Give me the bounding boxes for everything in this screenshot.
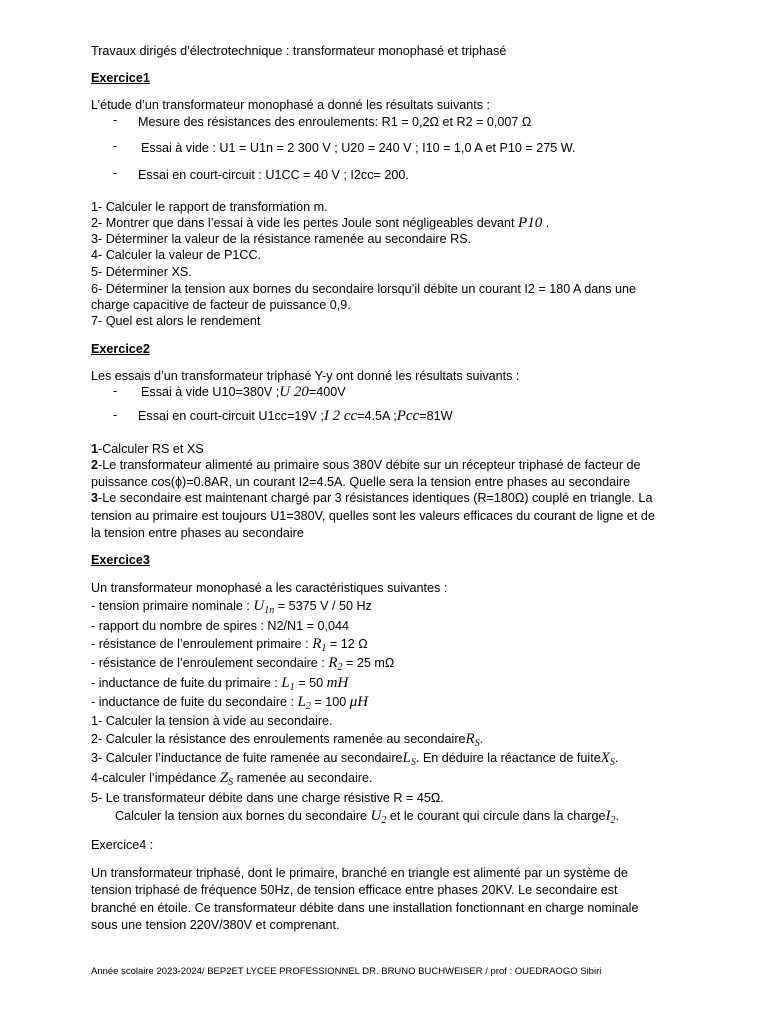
exercise3-line: - résistance de l’enroulement primaire : $R_1 = 12$ Ω [91,636,368,654]
exercise4-heading: Exercice4 : [91,838,154,852]
exercise3-question: 3- Calculer l’inductance de fuite ramenée au secondaireL$_S$. En déduire la réactance de fuiteX$_S$. [91,750,619,768]
bullet-dash: - [113,384,118,398]
exercise3-intro: Un transformateur monophasé a les caractéristiques suivantes : [91,581,448,595]
exercise3-question: 4-calculer l’impédance $Z_S$ ramenée au secondaire. [91,770,373,788]
bullet-dash: - [113,166,118,180]
exercise1-question: 4- Calculer la valeur de P1CC. [91,248,262,262]
bullet-dash: - [113,408,118,422]
exercise4-line: sous une tension 220V/380V et comprenant. [91,918,340,932]
exercise3-question: 2- Calculer la résistance des enroulements ramenée au secondaireR$_S$. [91,731,484,749]
exercise1-bullet: Essai en court-circuit : U1CC = 40 V ; I2cc= 200. [138,168,409,182]
exercise2-heading: Exercice2 [91,342,150,356]
exercise2-bullet: Essai à vide U10=380V ;U 20=400V [141,384,346,400]
bullet-dash: - [113,139,118,153]
exercise4-line: Un transformateur triphasé, dont le primaire, branché en triangle est alimenté par un système de [91,866,628,880]
exercise1-intro: L’étude d’un transformateur monophasé a donné les résultats suivants : [91,98,491,112]
page-footer: Année scolaire 2023-2024/ BEP2ET LYCEE PROFESSIONNEL DR. BRUNO BUCHWEISER / prof : OUEDRAOGO Sibiri [91,966,602,977]
exercise3-heading: Exercice3 [91,553,150,567]
exercise3-question: 5- Le transformateur débite dans une charge résistive R = 45Ω. [91,791,444,805]
exercise4-line: tension triphasé de fréquence 50Hz, de tension efficace entre phases 20KV. Le secondaire est [91,883,618,897]
exercise1-question: 1- Calculer le rapport de transformation m. [91,200,328,214]
exercise2-bullet: Essai en court-circuit U1cc=19V ;I 2 cc=4.5A ;Pcc=81W [138,408,453,424]
exercise1-question: charge capacitive de facteur de puissance 0,9. [91,298,351,312]
exercise2-question: puissance cos(ϕ)=0.8AR, un courant I2=4.5A. Quelle sera la tension entre phases au secondaire [91,475,631,489]
exercise1-question: 3- Déterminer la valeur de la résistance ramenée au secondaire RS. [91,232,472,246]
exercise3-line: - résistance de l’enroulement secondaire : $R_2 = 25$ mΩ [91,655,395,673]
exercise3-line: - rapport du nombre de spires : N2/N1 = 0,044 [91,619,349,633]
exercise3-question: 1- Calculer la tension à vide au secondaire. [91,714,333,728]
exercise2-question: 1-Calculer RS et XS [91,442,204,456]
exercise2-question: 2-Le transformateur alimenté au primaire sous 380V débite sur un récepteur triphasé de facteur de [91,458,641,472]
exercise2-intro: Les essais d’un transformateur triphasé Y-y ont donné les résultats suivants : [91,369,520,383]
exercise1-bullet: Essai à vide : U1 = U1n = 2 300 V ; U20 = 240 V ; I10 = 1,0 A et P10 = 275 W. [141,141,576,155]
exercise3-question: Calculer la tension aux bornes du secondaire $U_2$ et le courant qui circule dans la chargeI$_2$. [115,808,619,826]
exercise2-question: tension au primaire est toujours U1=380V, quelles sont les valeurs efficaces du courant de ligne et de [91,509,655,523]
exercise2-question: la tension entre phases au secondaire [91,526,304,540]
exercise3-line: - inductance de fuite du primaire : $L_1 = 50$ mH [91,675,349,693]
exercise4-line: branché en étoile. Ce transformateur débite dans une installation fonctionnant en charge nominale [91,901,639,915]
exercise1-question: 2- Montrer que dans l’essai à vide les pertes Joule sont négligeables devant P10 . [91,215,550,231]
page-title: Travaux dirigés d’électrotechnique : transformateur monophasé et triphasé [91,44,507,58]
exercise3-line: - tension primaire nominale : $U_{1n} = 5375$ V / 50 Hz [91,598,372,616]
exercise2-question: 3-Le secondaire est maintenant chargé par 3 résistances identiques (R=180Ω) couplé en triangle. La [91,491,653,505]
exercise1-question: 6- Déterminer la tension aux bornes du secondaire lorsqu’il débite un courant I2 = 180 A dans une [91,282,637,296]
exercise1-bullet: Mesure des résistances des enroulements: R1 = 0,2Ω et R2 = 0,007 Ω [138,115,532,129]
exercise1-question: 7- Quel est alors le rendement [91,314,261,328]
exercise1-heading: Exercice1 [91,71,150,85]
bullet-dash: - [113,113,118,127]
exercise1-question: 5- Déterminer XS. [91,265,192,279]
exercise3-line: - inductance de fuite du secondaire : $L_2 = 100$ μH [91,694,369,712]
